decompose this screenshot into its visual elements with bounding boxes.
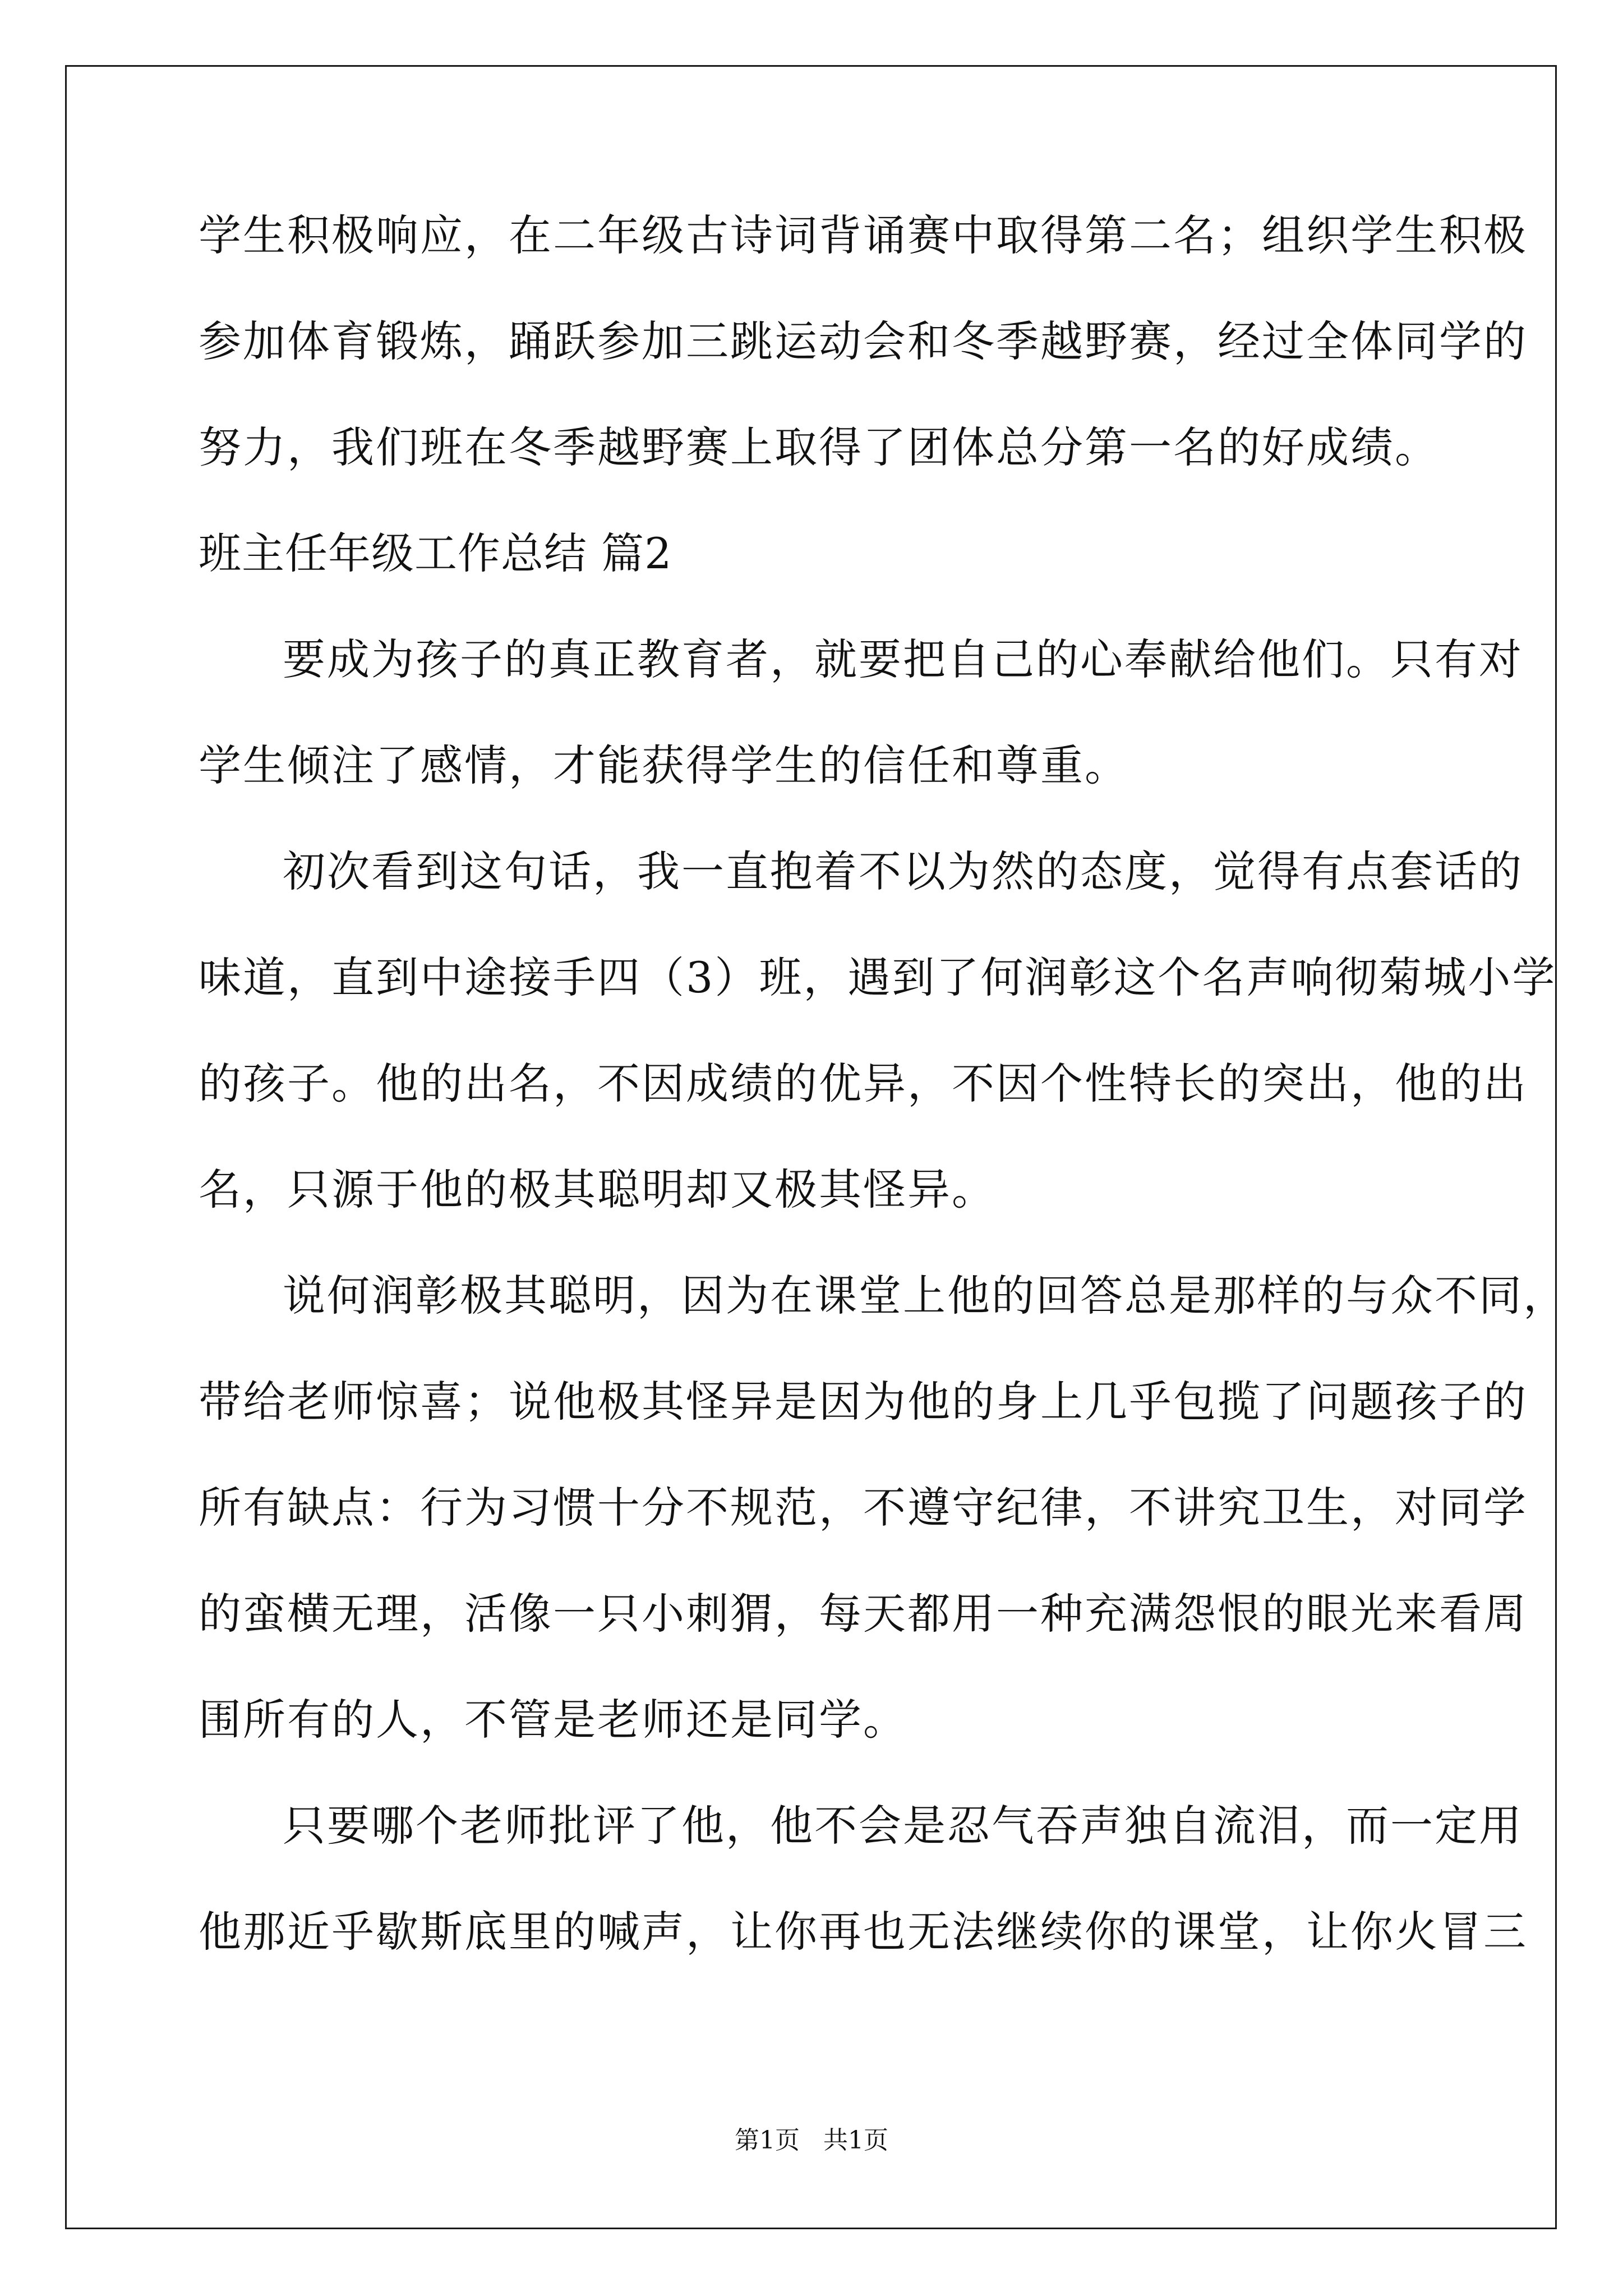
- paragraph-line: 努力，我们班在冬季越野赛上取得了团体总分第一名的好成绩。: [199, 422, 1439, 472]
- paragraph-line: 的孩子。他的出名，不因成绩的优异，不因个性特长的突出，他的出: [199, 1059, 1528, 1108]
- paragraph-line: 只要哪个老师批评了他，他不会是忍气吞声独自流泪，而一定用: [283, 1801, 1523, 1851]
- page-number-footer: 第1页 共1页: [735, 2126, 888, 2155]
- section-heading: 班主任年级工作总结 篇2: [199, 528, 672, 578]
- paragraph-line: 名，只源于他的极其聪明却又极其怪异。: [199, 1165, 996, 1214]
- paragraph-line: 初次看到这句话，我一直抱着不以为然的态度，觉得有点套话的: [283, 846, 1523, 896]
- paragraph-line: 学生倾注了感情，才能获得学生的信任和尊重。: [199, 740, 1129, 790]
- paragraph-line: 参加体育锻炼，踊跃参加三跳运动会和冬季越野赛，经过全体同学的: [199, 316, 1528, 366]
- paragraph-line: 所有缺点：行为习惯十分不规范，不遵守纪律，不讲究卫生，对同学: [199, 1483, 1528, 1533]
- paragraph-line: 他那近乎歇斯底里的喊声，让你再也无法继续你的课堂，让你火冒三: [199, 1907, 1528, 1957]
- paragraph-line: 说何润彰极其聪明，因为在课堂上他的回答总是那样的与众不同，: [283, 1271, 1567, 1320]
- paragraph-line: 的蛮横无理，活像一只小刺猬，每天都用一种充满怨恨的眼光来看周: [199, 1589, 1528, 1639]
- paragraph-line: 要成为孩子的真正教育者，就要把自己的心奉献给他们。只有对: [283, 634, 1523, 684]
- paragraph-line: 围所有的人，不管是老师还是同学。: [199, 1695, 907, 1745]
- paragraph-line: 味道，直到中途接手四（3）班，遇到了何润彰这个名声响彻菊城小学: [199, 953, 1557, 1002]
- paragraph-line: 带给老师惊喜；说他极其怪异是因为他的身上几乎包揽了问题孩子的: [199, 1377, 1528, 1427]
- paragraph-line: 学生积极响应，在二年级古诗词背诵赛中取得第二名；组织学生积极: [199, 210, 1528, 260]
